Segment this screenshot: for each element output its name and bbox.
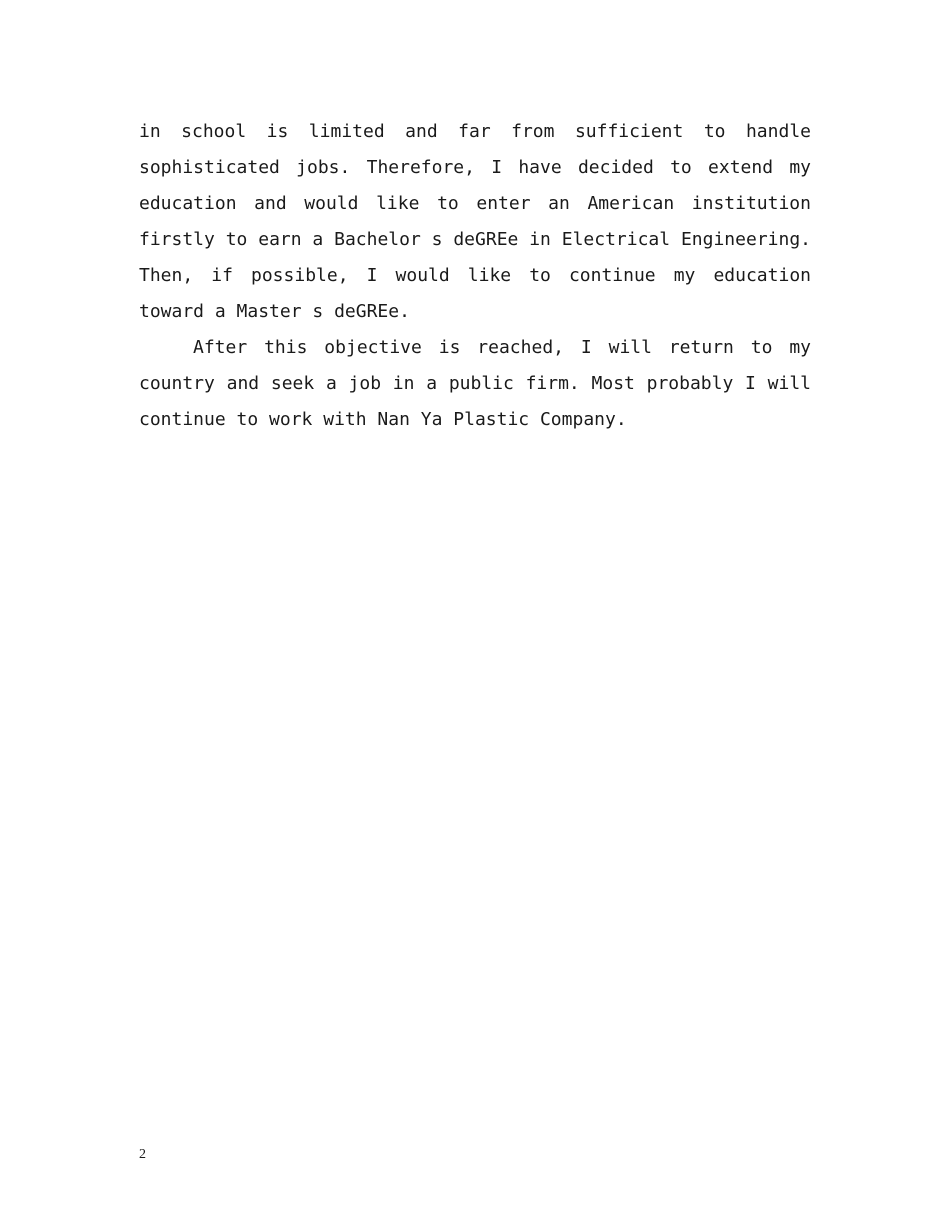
text-line: in school is limited and far from sufficient to handle: [139, 121, 811, 142]
text-line: continue to work with Nan Ya Plastic Company.: [139, 409, 627, 430]
document-body: [139, 114, 811, 438]
text-line: education and would like to enter an American institution: [139, 193, 811, 214]
text-line: firstly to earn a Bachelor s deGREe in Electrical Engineering.: [139, 229, 811, 250]
text-line: toward a Master s deGREe.: [139, 301, 410, 322]
paragraph-2: [139, 330, 811, 438]
text-line: After this objective is reached, I will return to my: [193, 337, 811, 358]
text-line: country and seek a job in a public firm. Most probably I will: [139, 373, 811, 394]
text-line: sophisticated jobs. Therefore, I have decided to extend my: [139, 157, 811, 178]
paragraph-1: [139, 114, 811, 330]
text-line: Then, if possible, I would like to continue my education: [139, 265, 811, 286]
page-number: 2: [139, 1147, 146, 1162]
